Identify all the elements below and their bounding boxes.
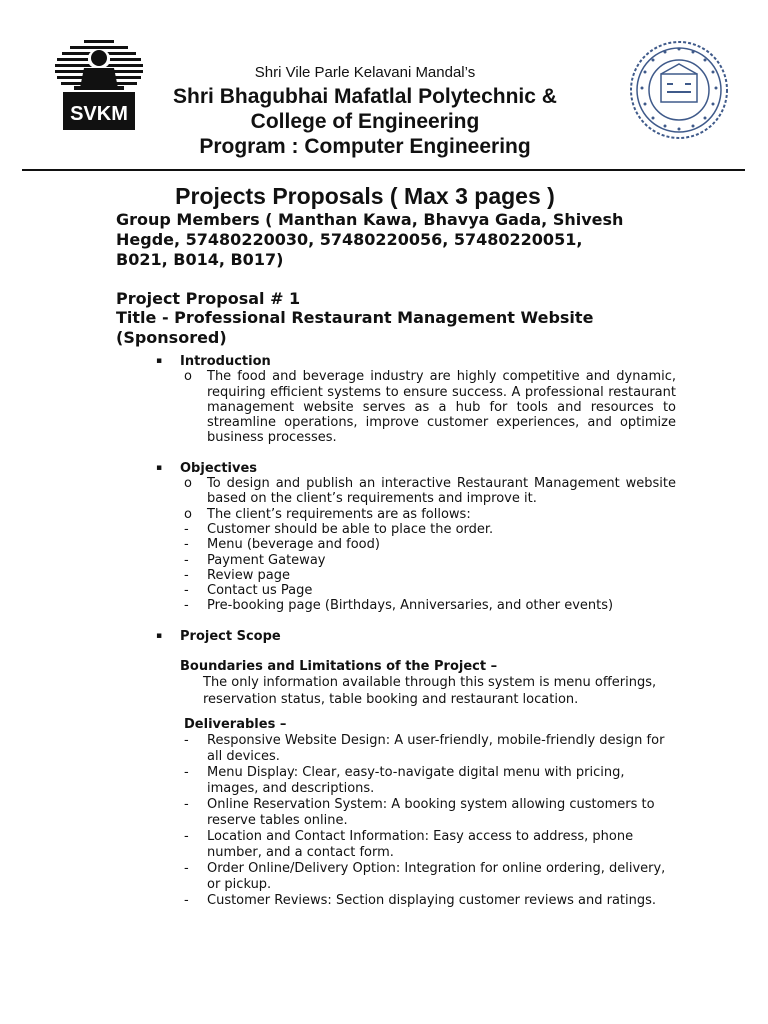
section-heading-project-scope: ▪ Project Scope	[156, 628, 281, 644]
list-item: - Payment Gateway	[184, 552, 326, 568]
list-item: - Menu Display: Clear, easy-to-navigate digital menu with pricing, images, and descriptions.	[184, 764, 625, 796]
list-item: o The food and beverage industry are highly competitive and dynamic, requiring efficient systems to ensure success. A professional restaurant management website serves as a hub for tools and resources to streamline operations, improve customer experiences, and optimize business processes.	[184, 369, 676, 446]
square-bullet-icon: ▪	[156, 356, 163, 366]
circle-bullet-icon: o	[184, 476, 192, 492]
dash-bullet-icon: -	[184, 567, 189, 583]
organization-name: Shri Vile Parle Kelavani Mandal’s	[254, 64, 476, 81]
list-item: - Menu (beverage and food)	[184, 537, 380, 553]
dash-bullet-icon: -	[184, 552, 189, 568]
dash-bullet-icon: -	[184, 732, 189, 748]
dash-bullet-icon: -	[184, 892, 189, 908]
list-item: - Order Online/Delivery Option: Integration for online ordering, delivery, or pickup.	[184, 860, 666, 892]
header-divider	[22, 169, 745, 171]
list-item: - Customer should be able to place the order.	[184, 521, 494, 537]
program-name: Program : Computer Engineering	[199, 135, 531, 158]
list-item: - Responsive Website Design: A user-friendly, mobile-friendly design for all devices.	[184, 732, 665, 764]
page-title: Projects Proposals ( Max 3 pages )	[175, 183, 555, 209]
list-item: - Contact us Page	[184, 583, 313, 599]
boundaries-heading: Boundaries and Limitations of the Project –	[180, 659, 498, 675]
section-heading-introduction: ▪ Introduction	[156, 354, 271, 369]
circle-bullet-icon: o	[184, 506, 192, 522]
institute-name-line2: College of Engineering	[250, 110, 480, 133]
proposal-number: Project Proposal # 1	[116, 289, 301, 308]
boundaries-text: The only information available through this system is menu offerings, reservation status, table booking and restaurant location.	[203, 675, 657, 708]
proposal-body	[156, 354, 676, 909]
proposal-title: Title - Professional Restaurant Management Website (Sponsored)	[116, 308, 594, 347]
list-item: - Pre-booking page (Birthdays, Anniversaries, and other events)	[184, 598, 614, 614]
deliverables-heading: Deliverables –	[184, 717, 287, 733]
dash-bullet-icon: -	[184, 796, 189, 812]
document-header	[0, 0, 768, 176]
list-item: - Review page	[184, 567, 290, 583]
dash-bullet-icon: -	[184, 828, 189, 844]
dash-bullet-icon: -	[184, 764, 189, 780]
list-item: - Location and Contact Information: Easy access to address, phone number, and a contact form.	[184, 828, 634, 860]
circle-bullet-icon: o	[184, 369, 192, 385]
square-bullet-icon: ▪	[156, 462, 163, 473]
list-item: o To design and publish an interactive Restaurant Management website based on the client’s requirements and improve it.	[184, 476, 676, 507]
college-seal-logo	[621, 40, 737, 140]
svg-text:SVKM: SVKM	[70, 103, 128, 125]
dash-bullet-icon: -	[184, 583, 189, 599]
section-heading-objectives: ▪ Objectives	[156, 460, 258, 476]
list-item: o The client’s requirements are as follows:	[184, 506, 471, 522]
dash-bullet-icon: -	[184, 537, 189, 553]
dash-bullet-icon: -	[184, 860, 189, 876]
dash-bullet-icon: -	[184, 598, 189, 614]
group-members: Group Members ( Manthan Kawa, Bhavya Gada, Shivesh Hegde, 57480220030, 57480220056, 57480220051, B021, B014, B017)	[116, 210, 624, 269]
institute-name-line1: Shri Bhagubhai Mafatlal Polytechnic &	[173, 85, 557, 108]
square-bullet-icon: ▪	[156, 630, 163, 641]
list-item: - Customer Reviews: Section displaying customer reviews and ratings.	[184, 892, 657, 908]
list-item: - Online Reservation System: A booking system allowing customers to reserve tables online.	[184, 796, 655, 828]
dash-bullet-icon: -	[184, 521, 189, 537]
